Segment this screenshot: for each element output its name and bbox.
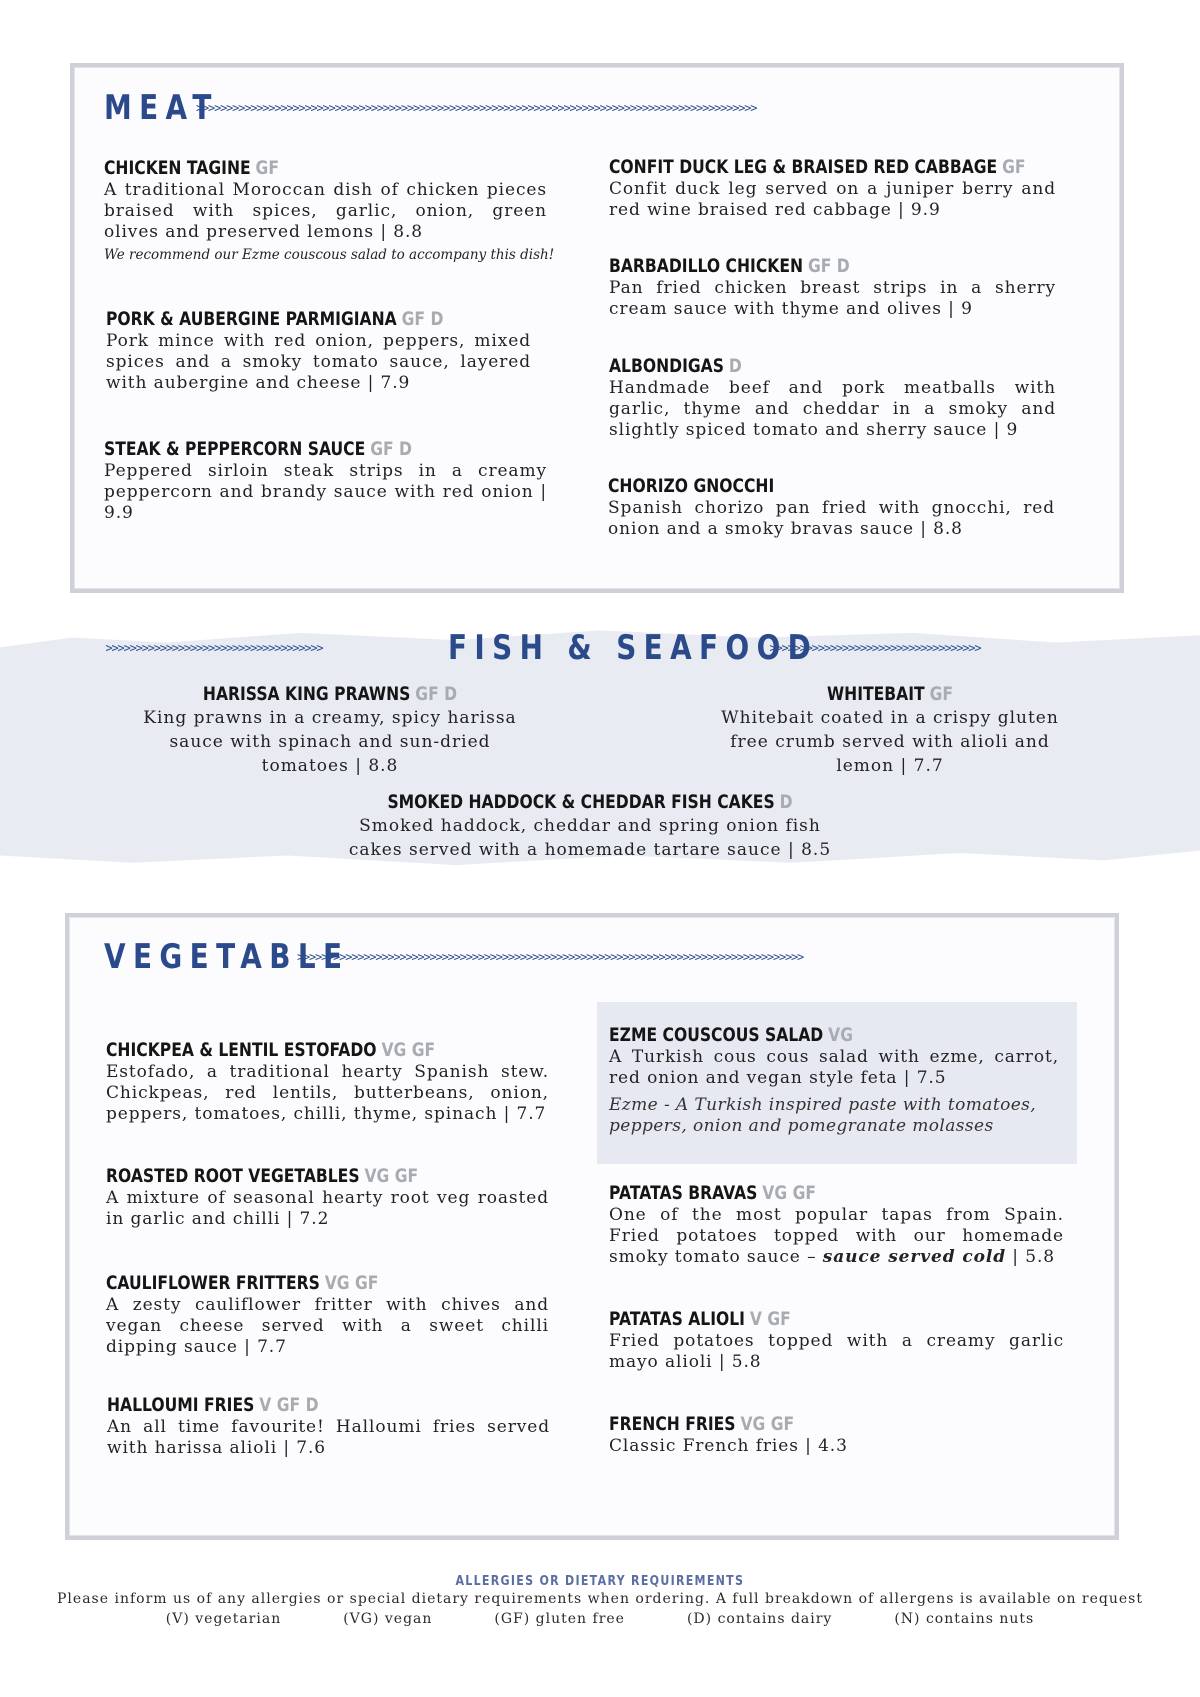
item-description: A Turkish cous cous salad with ezme, carrot, red onion and vegan style feta | 7.5 bbox=[609, 1047, 1059, 1088]
item-description: Pan fried chicken breast strips in a sherry cream sauce with thyme and olives | 9 bbox=[609, 278, 1056, 319]
vegetable-arrows-divider: >>>>>>>>>>>>>>>>>>>>>>>>>>>>>>>>>>>>>>>>>>>>>>>>>>>>>>>>>>>>>>>>>>>>>>>>>>>>>>>>>>>> bbox=[297, 950, 804, 964]
legend-vegetarian: (V) vegetarian bbox=[165, 1611, 282, 1627]
item-description: An all time favourite! Halloumi fries served with harissa alioli | 7.6 bbox=[107, 1417, 550, 1458]
dietary-tags: GF bbox=[1002, 156, 1026, 178]
legend-nuts: (N) contains nuts bbox=[894, 1611, 1035, 1627]
menu-item-smoked-haddock-fish-cakes bbox=[330, 790, 850, 862]
menu-item-pork-aubergine-parmigiana bbox=[106, 307, 531, 394]
item-description: A traditional Moroccan dish of chicken pieces braised with spices, garlic, onion, green olives and preserved lemons | 8.8 bbox=[104, 180, 547, 242]
allergy-title: ALLERGIES OR DIETARY REQUIREMENTS bbox=[455, 1574, 745, 1589]
menu-item-barbadillo-chicken bbox=[609, 254, 1056, 320]
item-description: Peppered sirloin steak strips in a creamy peppercorn and brandy sauce with red onion | 9.9 bbox=[104, 461, 547, 523]
item-title: FRENCH FRIES bbox=[609, 1413, 736, 1435]
allergy-footer bbox=[0, 1570, 1200, 1627]
item-title: PATATAS BRAVAS bbox=[609, 1182, 758, 1204]
vegetable-heading-row bbox=[104, 937, 1089, 977]
menu-item-cauliflower-fritters bbox=[106, 1271, 549, 1358]
meat-heading: MEAT bbox=[104, 88, 219, 128]
legend-dairy: (D) contains dairy bbox=[686, 1611, 833, 1627]
dietary-tags: V GF D bbox=[259, 1394, 319, 1416]
menu-item-chorizo-gnocchi bbox=[608, 474, 1055, 540]
menu-item-chickpea-lentil-estofado bbox=[106, 1038, 549, 1125]
dietary-tags: VG GF bbox=[381, 1039, 436, 1061]
item-description-text: One of the most popular tapas from Spain. Fried potatoes topped with our homemade smoky tomato sauce – bbox=[609, 1205, 1064, 1267]
dietary-tags: VG GF bbox=[762, 1182, 817, 1204]
menu-item-albondigas bbox=[609, 354, 1056, 441]
menu-item-french-fries bbox=[609, 1412, 1064, 1457]
item-description: Handmade beef and pork meatballs with garlic, thyme and cheddar in a smoky and slightly spiced tomato and sherry sauce | 9 bbox=[609, 378, 1056, 440]
item-title: EZME COUSCOUS SALAD bbox=[609, 1024, 824, 1046]
item-title: HALLOUMI FRIES bbox=[107, 1394, 255, 1416]
menu-item-whitebait bbox=[700, 682, 1080, 778]
item-title: ROASTED ROOT VEGETABLES bbox=[106, 1165, 360, 1187]
item-description-emphasis: sauce served cold bbox=[822, 1247, 1006, 1267]
item-description: Estofado, a traditional hearty Spanish stew. Chickpeas, red lentils, butterbeans, onion, peppers, tomatoes, chilli, thyme, spinach | 7.7 bbox=[106, 1062, 549, 1124]
item-description: Smoked haddock, cheddar and spring onion fish cakes served with a homemade tartare sauce | 8.5 bbox=[348, 816, 832, 860]
item-recommendation-note: We recommend our Ezme couscous salad to accompany this dish! bbox=[104, 247, 555, 263]
item-title: CHORIZO GNOCCHI bbox=[608, 475, 775, 497]
dietary-tags: VG bbox=[828, 1024, 854, 1046]
item-title: CONFIT DUCK LEG & BRAISED RED CABBAGE bbox=[609, 156, 998, 178]
item-title: CHICKPEA & LENTIL ESTOFADO bbox=[106, 1039, 377, 1061]
meat-arrows-divider: >>>>>>>>>>>>>>>>>>>>>>>>>>>>>>>>>>>>>>>>>>>>>>>>>>>>>>>>>>>>>>>>>>>>>>>>>>>>>>>>>>>>>>>>>>>>> bbox=[196, 101, 757, 115]
dietary-tags: GF D bbox=[807, 255, 850, 277]
item-description: Confit duck leg served on a juniper berry and red wine braised red cabbage | 9.9 bbox=[609, 179, 1056, 220]
item-price: | 5.8 bbox=[1006, 1247, 1055, 1267]
vegetable-heading: VEGETABLE bbox=[104, 937, 350, 977]
dietary-tags: GF bbox=[929, 683, 953, 705]
legend-vegan: (VG) vegan bbox=[343, 1611, 433, 1627]
item-description bbox=[609, 1205, 1064, 1268]
item-description: Fried potatoes topped with a creamy garlic mayo alioli | 5.8 bbox=[609, 1331, 1064, 1372]
dietary-tags: VG GF bbox=[364, 1165, 419, 1187]
fish-arrows-right: >>>>>>>>>>>>>>>>>>>>>>>>>>>>>>>>>>> bbox=[769, 641, 981, 655]
fish-heading: FISH & SEAFOOD bbox=[447, 628, 818, 668]
dietary-tags: GF D bbox=[401, 308, 444, 330]
item-title: CHICKEN TAGINE bbox=[104, 157, 251, 179]
menu-item-confit-duck-leg bbox=[609, 155, 1056, 221]
fish-heading-row bbox=[105, 628, 1090, 668]
fish-arrows-left: >>>>>>>>>>>>>>>>>>>>>>>>>>>>>>>>>>>> bbox=[105, 641, 323, 655]
item-title: CAULIFLOWER FRITTERS bbox=[106, 1272, 320, 1294]
item-title: WHITEBAIT bbox=[826, 683, 925, 705]
dietary-tags: VG GF bbox=[740, 1413, 795, 1435]
item-description: Classic French fries | 4.3 bbox=[609, 1436, 848, 1456]
dietary-tags: GF D bbox=[370, 438, 412, 460]
legend-gluten-free: (GF) gluten free bbox=[494, 1611, 625, 1627]
item-description: Spanish chorizo pan fried with gnocchi, red onion and a smoky bravas sauce | 8.8 bbox=[608, 498, 1055, 539]
dietary-tags: D bbox=[779, 791, 793, 813]
dietary-tags: D bbox=[728, 355, 742, 377]
item-description: A zesty cauliflower fritter with chives and vegan cheese served with a sweet chilli dipping sauce | 7.7 bbox=[106, 1295, 549, 1357]
item-title: PORK & AUBERGINE PARMIGIANA bbox=[106, 308, 397, 330]
item-description: King prawns in a creamy, spicy harissa sauce with spinach and sun-dried tomatoes | 8.8 bbox=[143, 708, 517, 776]
menu-item-patatas-alioli bbox=[609, 1307, 1064, 1373]
menu-item-roasted-root-vegetables bbox=[106, 1164, 549, 1230]
item-description: Pork mince with red onion, peppers, mixed spices and a smoky tomato sauce, layered with aubergine and cheese | 7.9 bbox=[106, 331, 531, 393]
item-title: BARBADILLO CHICKEN bbox=[609, 255, 804, 277]
menu-item-chicken-tagine bbox=[104, 156, 555, 263]
menu-item-patatas-bravas bbox=[609, 1181, 1064, 1268]
dietary-tags: GF bbox=[255, 157, 279, 179]
dietary-tags: VG GF bbox=[324, 1272, 379, 1294]
item-description: Whitebait coated in a crispy gluten free crumb served with alioli and lemon | 7.7 bbox=[721, 708, 1059, 776]
item-title: HARISSA KING PRAWNS bbox=[202, 683, 411, 705]
menu-item-steak-peppercorn-sauce bbox=[104, 437, 547, 524]
item-title: STEAK & PEPPERCORN SAUCE bbox=[104, 438, 366, 460]
ezme-explanation-note: Ezme - A Turkish inspired paste with tomatoes, peppers, onion and pomegranate molasses bbox=[609, 1095, 1037, 1136]
allergy-notice: Please inform us of any allergies or special dietary requirements when ordering. A full breakdown of allergens is available on request bbox=[57, 1591, 1143, 1607]
menu-item-halloumi-fries bbox=[107, 1393, 550, 1459]
meat-heading-row bbox=[104, 88, 1089, 128]
menu-item-ezme-couscous-salad bbox=[609, 1023, 1059, 1137]
item-title: ALBONDIGAS bbox=[609, 355, 724, 377]
dietary-tags: GF D bbox=[415, 683, 458, 705]
item-title: SMOKED HADDOCK & CHEDDAR FISH CAKES bbox=[387, 791, 775, 813]
dietary-legend bbox=[0, 1611, 1200, 1627]
menu-item-harissa-king-prawns bbox=[120, 682, 540, 778]
dietary-tags: V GF bbox=[749, 1308, 791, 1330]
item-description: A mixture of seasonal hearty root veg roasted in garlic and chilli | 7.2 bbox=[106, 1188, 549, 1229]
item-title: PATATAS ALIOLI bbox=[609, 1308, 745, 1330]
